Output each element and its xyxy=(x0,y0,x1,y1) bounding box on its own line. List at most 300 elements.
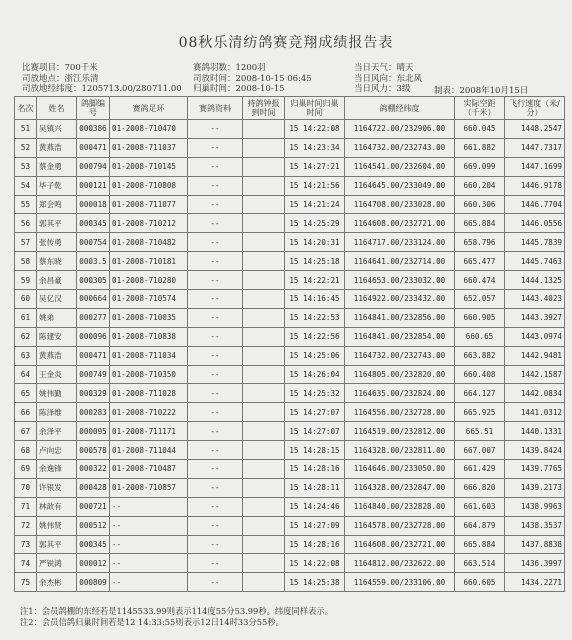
cell-loft-coords: 1164519.00/232812.00 xyxy=(345,422,455,441)
cell-return-time: 15 14:25:06 xyxy=(285,346,345,365)
cell-ring: 01-2008-710487 xyxy=(110,460,188,479)
cell-clock-time xyxy=(243,365,285,384)
cell-rank: 65 xyxy=(15,384,37,403)
cell-profile: -- xyxy=(188,214,243,233)
cell-foot-no: 000749 xyxy=(77,365,110,384)
cell-clock-time xyxy=(243,573,285,592)
cell-distance: 669.099 xyxy=(455,157,505,176)
col-header-loft-coords: 鸽棚经纬度 xyxy=(345,97,455,120)
cell-loft-coords: 1164578.00/232728.00 xyxy=(345,516,455,535)
cell-name: 严锐鸿 xyxy=(37,554,77,573)
cell-loft-coords: 1164641.00/232714.00 xyxy=(345,252,455,271)
cell-speed: 1447.7317 xyxy=(505,138,565,157)
cell-distance: 660.408 xyxy=(455,365,505,384)
cell-loft-coords: 1164608.00/232721.00 xyxy=(345,535,455,554)
cell-clock-time xyxy=(243,478,285,497)
cell-clock-time xyxy=(243,290,285,309)
table-row xyxy=(15,460,565,479)
cell-foot-no: 000512 xyxy=(77,516,110,535)
cell-name: 王金炎 xyxy=(37,365,77,384)
cell-return-time: 15 14:25:32 xyxy=(285,384,345,403)
cell-rank: 61 xyxy=(15,308,37,327)
cell-profile: -- xyxy=(188,233,243,252)
cell-foot-no: 000345 xyxy=(77,214,110,233)
cell-rank: 58 xyxy=(15,252,37,271)
table-row xyxy=(15,120,565,139)
cell-speed: 1438.3537 xyxy=(505,516,565,535)
cell-ring: 01-2008-711037 xyxy=(110,138,188,157)
cell-rank: 52 xyxy=(15,138,37,157)
cell-name: 吴镇兴 xyxy=(37,120,77,139)
cell-rank: 69 xyxy=(15,460,37,479)
cell-clock-time xyxy=(243,327,285,346)
cell-rank: 70 xyxy=(15,478,37,497)
cell-foot-no: 000018 xyxy=(77,195,110,214)
cell-ring: 01-2008-711034 xyxy=(110,346,188,365)
table-row xyxy=(15,308,565,327)
cell-speed: 1439.8424 xyxy=(505,441,565,460)
cell-loft-coords: 1164717.00/233124.00 xyxy=(345,233,455,252)
cell-foot-no: 000664 xyxy=(77,290,110,309)
cell-foot-no: 000305 xyxy=(77,271,110,290)
table-row xyxy=(15,138,565,157)
cell-speed: 1447.1699 xyxy=(505,157,565,176)
cell-loft-coords: 1164328.00/232847.00 xyxy=(345,478,455,497)
col-header-foot-no: 鸽脚编号 xyxy=(77,97,110,120)
cell-return-time: 15 14:24:46 xyxy=(285,497,345,516)
cell-profile: -- xyxy=(188,308,243,327)
cell-loft-coords: 1164812.00/232622.00 xyxy=(345,554,455,573)
cell-name: 陈建安 xyxy=(37,327,77,346)
cell-rank: 55 xyxy=(15,195,37,214)
cell-loft-coords: 1164922.00/233432.00 xyxy=(345,290,455,309)
cell-loft-coords: 1164635.00/232824.00 xyxy=(345,384,455,403)
cell-distance: 665.477 xyxy=(455,252,505,271)
cell-rank: 71 xyxy=(15,497,37,516)
cell-speed: 1436.3997 xyxy=(505,554,565,573)
cell-ring: 01-2008-711028 xyxy=(110,384,188,403)
cell-foot-no: 000277 xyxy=(77,308,110,327)
table-row xyxy=(15,497,565,516)
cell-loft-coords: 1164541.00/232604.00 xyxy=(345,157,455,176)
cell-profile: -- xyxy=(188,138,243,157)
cell-name: 郑会鸣 xyxy=(37,195,77,214)
cell-profile: -- xyxy=(188,176,243,195)
cell-profile: -- xyxy=(188,365,243,384)
cell-ring: 01-2008-710212 xyxy=(110,214,188,233)
cell-distance: 661.603 xyxy=(455,497,505,516)
cell-name: 黄燕浩 xyxy=(37,138,77,157)
cell-return-time: 15 14:28:15 xyxy=(285,441,345,460)
header-row xyxy=(15,97,565,120)
cell-profile: -- xyxy=(188,346,243,365)
cell-ring: 01-2008-710838 xyxy=(110,327,188,346)
cell-return-time: 15 14:22:08 xyxy=(285,120,345,139)
cell-profile: -- xyxy=(188,441,243,460)
table-row xyxy=(15,157,565,176)
cell-return-time: 15 14:21:56 xyxy=(285,176,345,195)
cell-name: 卢向忠 xyxy=(37,441,77,460)
cell-speed: 1446.0556 xyxy=(505,214,565,233)
cell-clock-time xyxy=(243,497,285,516)
meta-column-3 xyxy=(354,63,422,95)
cell-distance: 667.007 xyxy=(455,441,505,460)
table-row xyxy=(15,214,565,233)
cell-speed: 1441.0312 xyxy=(505,403,565,422)
cell-distance: 652.057 xyxy=(455,290,505,309)
cell-loft-coords: 1164732.00/232743.00 xyxy=(345,138,455,157)
cell-ring: -- xyxy=(110,573,188,592)
cell-profile: -- xyxy=(188,290,243,309)
table-row xyxy=(15,233,565,252)
cell-return-time: 15 14:25:38 xyxy=(285,573,345,592)
cell-foot-no: 000012 xyxy=(77,554,110,573)
race-item: 比赛项目：700千米 xyxy=(22,63,98,73)
cell-clock-time xyxy=(243,138,285,157)
cell-name: 余杰彬 xyxy=(37,573,77,592)
cell-return-time: 15 14:25:29 xyxy=(285,214,345,233)
cell-distance: 665.51 xyxy=(455,422,505,441)
cell-return-time: 15 14:22:56 xyxy=(285,327,345,346)
cell-return-time: 15 14:27:21 xyxy=(285,157,345,176)
cell-name: 余昌豪 xyxy=(37,271,77,290)
cell-ring: 01-2008-710857 xyxy=(110,478,188,497)
cell-distance: 664.879 xyxy=(455,516,505,535)
cell-clock-time xyxy=(243,535,285,554)
cell-name: 姚伟贤 xyxy=(37,516,77,535)
table-row xyxy=(15,327,565,346)
cell-speed: 1446.9178 xyxy=(505,176,565,195)
cell-profile: -- xyxy=(188,157,243,176)
cell-profile: -- xyxy=(188,252,243,271)
cell-rank: 74 xyxy=(15,554,37,573)
footnote-1: 注1：会员鸽棚的东经若是1145533.99则表示114度55分53.99秒。纬度同样表示。 xyxy=(20,606,333,616)
col-header-speed: 飞行速度（米/分） xyxy=(505,97,565,120)
cell-rank: 73 xyxy=(15,535,37,554)
cell-distance: 663.514 xyxy=(455,554,505,573)
cell-ring: 01-2008-710035 xyxy=(110,308,188,327)
footnotes xyxy=(20,606,333,627)
cell-foot-no: 0003.5 xyxy=(77,252,110,271)
cell-clock-time xyxy=(243,176,285,195)
cell-name: 姚伟勤 xyxy=(37,384,77,403)
cell-clock-time xyxy=(243,271,285,290)
cell-ring: 01-2008-710280 xyxy=(110,271,188,290)
cell-distance: 665.884 xyxy=(455,214,505,233)
footnote-2: 注2：会员信鸽归巢时间若是12 14:33:55则表示12日14时33分55秒。 xyxy=(20,616,284,627)
cell-loft-coords: 1164841.00/232856.00 xyxy=(345,308,455,327)
table-row xyxy=(15,535,565,554)
table-row xyxy=(15,252,565,271)
cell-foot-no: 000471 xyxy=(77,138,110,157)
cell-speed: 1444.1325 xyxy=(505,271,565,290)
cell-rank: 60 xyxy=(15,290,37,309)
col-header-ring: 赛鸽足环 xyxy=(110,97,188,120)
cell-foot-no: 000329 xyxy=(77,384,110,403)
col-header-name: 姓名 xyxy=(37,97,77,120)
cell-return-time: 15 14:27:09 xyxy=(285,516,345,535)
cell-distance: 660.905 xyxy=(455,308,505,327)
cell-profile: -- xyxy=(188,478,243,497)
cell-clock-time xyxy=(243,195,285,214)
return-time: 归巢时间：2008-10-15 xyxy=(193,84,285,95)
cell-loft-coords: 1164646.00/233050.00 xyxy=(345,460,455,479)
cell-rank: 72 xyxy=(15,516,37,535)
cell-distance: 660.605 xyxy=(455,573,505,592)
cell-speed: 1439.7765 xyxy=(505,460,565,479)
cell-ring: -- xyxy=(110,535,188,554)
cell-ring: -- xyxy=(110,554,188,573)
cell-clock-time xyxy=(243,120,285,139)
cell-profile: -- xyxy=(188,271,243,290)
cell-return-time: 15 14:23:34 xyxy=(285,138,345,157)
cell-return-time: 15 14:28:16 xyxy=(285,535,345,554)
cell-ring: 01-2008-710482 xyxy=(110,233,188,252)
cell-return-time: 15 14:20:31 xyxy=(285,233,345,252)
cell-distance: 660.306 xyxy=(455,195,505,214)
cell-ring: 01-2008-710222 xyxy=(110,403,188,422)
wind-force: 当日风力：3级 xyxy=(354,84,411,95)
cell-clock-time xyxy=(243,403,285,422)
cell-loft-coords: 1164556.00/232728.00 xyxy=(345,403,455,422)
cell-name: 陈泽维 xyxy=(37,403,77,422)
cell-ring: 01-2008-711044 xyxy=(110,441,188,460)
cell-loft-coords: 1164841.00/232854.00 xyxy=(345,327,455,346)
cell-loft-coords: 1164722.00/232906.00 xyxy=(345,120,455,139)
cell-distance: 658.796 xyxy=(455,233,505,252)
cell-foot-no: 000095 xyxy=(77,422,110,441)
cell-clock-time xyxy=(243,516,285,535)
cell-foot-no: 000322 xyxy=(77,460,110,479)
table-row xyxy=(15,195,565,214)
cell-foot-no: 000471 xyxy=(77,346,110,365)
cell-speed: 1445.7463 xyxy=(505,252,565,271)
cell-ring: -- xyxy=(110,497,188,516)
cell-rank: 75 xyxy=(15,573,37,592)
cell-distance: 661.429 xyxy=(455,460,505,479)
cell-foot-no: 000754 xyxy=(77,233,110,252)
cell-foot-no: 000721 xyxy=(77,497,110,516)
cell-profile: -- xyxy=(188,422,243,441)
cell-loft-coords: 1164559.00/233106.00 xyxy=(345,573,455,592)
cell-distance: 663.882 xyxy=(455,346,505,365)
cell-distance: 661.882 xyxy=(455,138,505,157)
cell-rank: 64 xyxy=(15,365,37,384)
table-row xyxy=(15,384,565,403)
cell-ring: 01-2008-710350 xyxy=(110,365,188,384)
cell-name: 吴亿汉 xyxy=(37,290,77,309)
release-location: 司放地点：浙江乐清 xyxy=(22,73,99,84)
cell-return-time: 15 14:22:08 xyxy=(285,554,345,573)
cell-clock-time xyxy=(243,308,285,327)
cell-speed: 1443.4023 xyxy=(505,290,565,309)
cell-rank: 66 xyxy=(15,403,37,422)
table-row xyxy=(15,290,565,309)
cell-name: 毕子乾 xyxy=(37,176,77,195)
cell-rank: 62 xyxy=(15,327,37,346)
cell-loft-coords: 1164645.00/233049.00 xyxy=(345,176,455,195)
cell-name: 林歆有 xyxy=(37,497,77,516)
cell-profile: -- xyxy=(188,327,243,346)
cell-speed: 1442.0834 xyxy=(505,384,565,403)
cell-profile: -- xyxy=(188,497,243,516)
cell-ring: 01-2008-710181 xyxy=(110,252,188,271)
cell-ring: 01-2008-711171 xyxy=(110,422,188,441)
table-row xyxy=(15,441,565,460)
cell-clock-time xyxy=(243,233,285,252)
cell-name: 余泽平 xyxy=(37,422,77,441)
weather: 当日天气：晴天 xyxy=(354,63,414,73)
cell-name: 张传勇 xyxy=(37,233,77,252)
col-header-rank: 名次 xyxy=(15,97,37,120)
cell-distance: 660.204 xyxy=(455,176,505,195)
cell-foot-no: 000794 xyxy=(77,157,110,176)
cell-loft-coords: 1164708.00/233028.00 xyxy=(345,195,455,214)
col-header-clock-time: 持鸽钟报到时间 xyxy=(243,97,285,120)
cell-loft-coords: 1164732.00/232743.00 xyxy=(345,346,455,365)
cell-foot-no: 000283 xyxy=(77,403,110,422)
cell-name: 黄燕浩 xyxy=(37,346,77,365)
cell-rank: 67 xyxy=(15,422,37,441)
cell-loft-coords: 1164653.00/233032.00 xyxy=(345,271,455,290)
cell-ring: 01-2008-710145 xyxy=(110,157,188,176)
cell-foot-no: 000578 xyxy=(77,441,110,460)
cell-speed: 1439.2173 xyxy=(505,478,565,497)
cell-clock-time xyxy=(243,214,285,233)
col-header-return-time: 归巢时间归巢时间 xyxy=(285,97,345,120)
cell-return-time: 15 14:28:11 xyxy=(285,478,345,497)
cell-rank: 63 xyxy=(15,346,37,365)
cell-loft-coords: 1164805.00/232820.00 xyxy=(345,365,455,384)
cell-rank: 51 xyxy=(15,120,37,139)
col-header-distance: 实际空距（千米） xyxy=(455,97,505,120)
cell-return-time: 15 14:26:04 xyxy=(285,365,345,384)
pigeon-count: 赛鸽羽数：1200羽 xyxy=(193,63,266,73)
cell-profile: -- xyxy=(188,516,243,535)
cell-foot-no: 000121 xyxy=(77,176,110,195)
cell-distance: 660.65 xyxy=(455,327,505,346)
cell-distance: 666.820 xyxy=(455,478,505,497)
cell-name: 姚弟 xyxy=(37,308,77,327)
table-row xyxy=(15,346,565,365)
cell-name: 许银发 xyxy=(37,478,77,497)
cell-speed: 1443.3927 xyxy=(505,308,565,327)
cell-foot-no: 000428 xyxy=(77,478,110,497)
cell-speed: 1442.9481 xyxy=(505,346,565,365)
cell-name: 蔡金勇 xyxy=(37,157,77,176)
cell-profile: -- xyxy=(188,460,243,479)
cell-foot-no: 000096 xyxy=(77,327,110,346)
cell-name: 余逸锋 xyxy=(37,460,77,479)
cell-profile: -- xyxy=(188,535,243,554)
cell-distance: 664.127 xyxy=(455,384,505,403)
cell-rank: 59 xyxy=(15,271,37,290)
results-table xyxy=(14,96,565,592)
cell-clock-time xyxy=(243,441,285,460)
cell-foot-no: 000809 xyxy=(77,573,110,592)
cell-return-time: 15 14:16:45 xyxy=(285,290,345,309)
cell-clock-time xyxy=(243,252,285,271)
cell-loft-coords: 1164840.00/232828.00 xyxy=(345,497,455,516)
cell-speed: 1442.1587 xyxy=(505,365,565,384)
printed-date: 制表：2008年10月15日 xyxy=(434,86,529,96)
table-row xyxy=(15,554,565,573)
cell-profile: -- xyxy=(188,573,243,592)
release-coordinates: 司放地经纬度：1205713.00/280711.00 xyxy=(22,84,182,95)
cell-speed: 1440.1331 xyxy=(505,422,565,441)
wind-direction: 当日风向：东北风 xyxy=(354,73,423,84)
cell-return-time: 15 14:21:24 xyxy=(285,195,345,214)
cell-foot-no: 000345 xyxy=(77,535,110,554)
cell-return-time: 15 14:25:18 xyxy=(285,252,345,271)
cell-clock-time xyxy=(243,346,285,365)
cell-speed: 1434.2271 xyxy=(505,573,565,592)
table-row xyxy=(15,271,565,290)
table-row xyxy=(15,365,565,384)
col-header-profile: 赛鸽资料 xyxy=(188,97,243,120)
cell-profile: -- xyxy=(188,403,243,422)
cell-rank: 68 xyxy=(15,441,37,460)
cell-return-time: 15 14:22:21 xyxy=(285,271,345,290)
cell-clock-time xyxy=(243,157,285,176)
cell-rank: 56 xyxy=(15,214,37,233)
cell-name: 郭其平 xyxy=(37,214,77,233)
report-title: 08秋乐清纺鸽赛竞翔成绩报告表 xyxy=(178,35,394,51)
cell-distance: 665.884 xyxy=(455,535,505,554)
cell-rank: 57 xyxy=(15,233,37,252)
cell-clock-time xyxy=(243,422,285,441)
cell-profile: -- xyxy=(188,384,243,403)
cell-return-time: 15 14:22:53 xyxy=(285,308,345,327)
cell-speed: 1445.7839 xyxy=(505,233,565,252)
cell-return-time: 15 14:27:07 xyxy=(285,403,345,422)
cell-profile: -- xyxy=(188,554,243,573)
table-row xyxy=(15,573,565,592)
cell-name: 郭其平 xyxy=(37,535,77,554)
cell-rank: 53 xyxy=(15,157,37,176)
cell-ring: 01-2008-711077 xyxy=(110,195,188,214)
cell-distance: 660.474 xyxy=(455,271,505,290)
cell-rank: 54 xyxy=(15,176,37,195)
table-row xyxy=(15,403,565,422)
cell-profile: -- xyxy=(188,195,243,214)
table-row xyxy=(15,176,565,195)
cell-return-time: 15 14:27:07 xyxy=(285,422,345,441)
cell-clock-time xyxy=(243,384,285,403)
table-row xyxy=(15,478,565,497)
cell-speed: 1443.0974 xyxy=(505,327,565,346)
table-row xyxy=(15,516,565,535)
cell-clock-time xyxy=(243,460,285,479)
cell-ring: -- xyxy=(110,516,188,535)
cell-speed: 1438.9963 xyxy=(505,497,565,516)
cell-distance: 665.925 xyxy=(455,403,505,422)
cell-distance: 660.045 xyxy=(455,120,505,139)
cell-clock-time xyxy=(243,554,285,573)
meta-column-1 xyxy=(22,63,182,95)
results-body xyxy=(15,120,565,592)
cell-loft-coords: 1164328.00/232811.00 xyxy=(345,441,455,460)
cell-name: 蔡东晓 xyxy=(37,252,77,271)
cell-ring: 01-2008-710574 xyxy=(110,290,188,309)
cell-speed: 1437.8838 xyxy=(505,535,565,554)
cell-foot-no: 000386 xyxy=(77,120,110,139)
cell-speed: 1448.2547 xyxy=(505,120,565,139)
cell-loft-coords: 1164608.00/232721.00 xyxy=(345,214,455,233)
meta-column-2 xyxy=(193,63,312,95)
cell-ring: 01-2008-710808 xyxy=(110,176,188,195)
cell-profile: -- xyxy=(188,120,243,139)
